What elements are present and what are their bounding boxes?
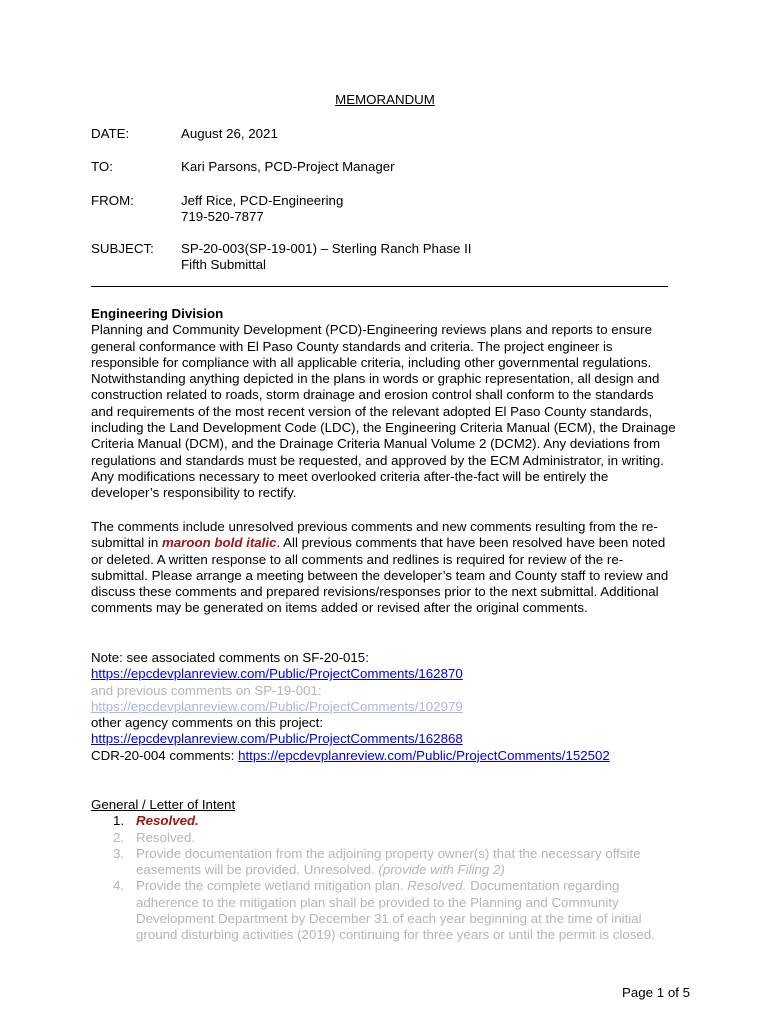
notes-section <box>91 650 676 764</box>
subject-line-2: Fifth Submittal <box>181 257 266 272</box>
item-number: 4. <box>113 878 125 894</box>
comments-section <box>91 519 676 617</box>
from-value <box>181 193 701 225</box>
item-number: 2. <box>113 829 125 845</box>
memo-title: MEMORANDUM <box>335 92 435 107</box>
engineering-paragraph: Planning and Community Development (PCD)-Engineering reviews plans and reports to ensure general conformance with El Paso County standards and criteria. The project engineer is responsible for compliance with all applicable criteria, including other governmental regulations. Notwithstanding anything depicted in the plans in words or graphic representation, all design and construction related to roads, storm drainage and erosion control shall conform to the standards and requirements of the most recent version of the relevant adopted El Paso County standards, including the Land Development Code (LDC), the Engineering Criteria Manual (ECM), the Drainage Criteria Manual (DCM), and the Drainage Criteria Manual Volume 2 (DCM2). Any deviations from regulations and standards must be requested, and approved by the ECM Administrator, in writing. Any modifications necessary to meet overlooked criteria after-the-fact will be entirely the developer’s responsibility to rectify. <box>91 322 676 501</box>
note-line-2: and previous comments on SP-19-001: <box>91 682 322 698</box>
to-label: TO: <box>91 159 113 174</box>
item-number: 3. <box>113 845 125 861</box>
engineering-section <box>91 306 676 502</box>
list-item <box>91 846 676 879</box>
general-section <box>91 797 676 944</box>
date-value: August 26, 2021 <box>181 126 278 141</box>
comments-paragraph <box>91 519 676 617</box>
subject-line-1: SP-20-003(SP-19-001) – Sterling Ranch Phase II <box>181 241 472 256</box>
item-text-rest: Documentation regarding adherence to the mitigation plan shall be provided to the Planning and Community Development Department by December 31 of each year beginning at the time of initial ground disturbing activities (2019) continuing for three years or until the permit is closed. <box>136 878 655 943</box>
item-italic-status: Resolved. <box>407 878 467 894</box>
page-number: Page 1 of 5 <box>622 985 691 1000</box>
note-line-4 <box>91 748 676 764</box>
item-number: 1. <box>113 813 125 829</box>
comments-text-1: The comments include unresolved previous comments and new comments resulting from the re-submittal in <box>91 519 658 551</box>
to-value: Kari Parsons, PCD-Project Manager <box>181 159 395 174</box>
subject-label: SUBJECT: <box>91 241 154 256</box>
link-agency-comments[interactable]: https://epcdevplanreview.com/Public/ProjectComments/162868 <box>91 731 463 747</box>
item-text: Resolved. <box>136 813 199 829</box>
comments-text-2: . All previous comments that have been resolved have been noted or deleted. A written response to all comments and redlines is required for review of the re-submittal. Please arrange a meeting between the developer’s team and County staff to review and discuss these comments and prepared revisions/responses prior to the next submittal. Additional comments may be generated on items added or revised after the original comments. <box>91 535 669 616</box>
link-sf-20-015[interactable]: https://epcdevplanreview.com/Public/ProjectComments/162870 <box>91 666 463 682</box>
item-text: Resolved. <box>136 829 196 845</box>
link-cdr-20-004[interactable]: https://epcdevplanreview.com/Public/ProjectComments/152502 <box>238 747 610 763</box>
list-item <box>91 830 676 846</box>
engineering-heading: Engineering Division <box>91 306 224 321</box>
from-label: FROM: <box>91 193 134 208</box>
note-line-1: Note: see associated comments on SF-20-015: <box>91 650 369 665</box>
list-item <box>91 813 676 829</box>
previous-comments-block <box>91 683 676 716</box>
list-item <box>91 878 676 943</box>
note-line-3: other agency comments on this project: <box>91 715 324 731</box>
general-list <box>91 813 676 943</box>
subject-value <box>181 241 701 273</box>
from-phone: 719-520-7877 <box>181 209 264 224</box>
link-sp-19-001[interactable]: https://epcdevplanreview.com/Public/ProjectComments/102979 <box>91 698 463 714</box>
from-name: Jeff Rice, PCD-Engineering <box>181 193 344 208</box>
header-divider <box>91 286 668 287</box>
cdr-label: CDR-20-004 comments: <box>91 747 239 763</box>
item-text: Provide the complete wetland mitigation plan. <box>136 878 408 894</box>
item-italic-note: (provide with Filing 2) <box>378 862 505 878</box>
maroon-highlight: maroon bold italic <box>161 535 277 551</box>
date-label: DATE: <box>91 126 130 141</box>
general-heading: General / Letter of Intent <box>91 797 236 812</box>
item-text: Provide documentation from the adjoining property owner(s) that the necessary offsite easements will be provided. Unresolved. <box>136 845 641 878</box>
